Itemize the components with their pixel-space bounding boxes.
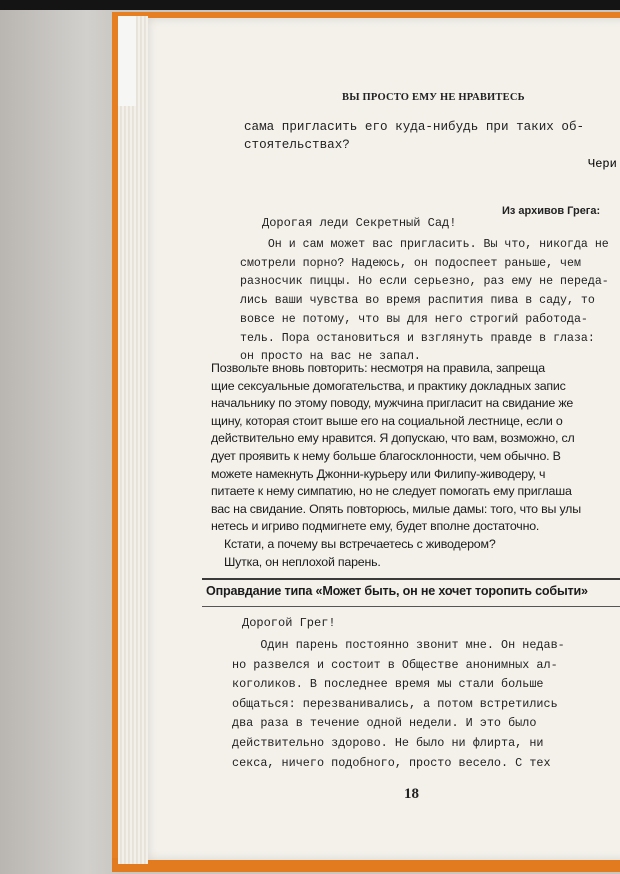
letter-line: действительно здорово. Не было ни флирта, ни	[232, 735, 544, 750]
page-corner-highlight	[118, 16, 136, 106]
reader-question	[244, 118, 620, 154]
reply-line: вовсе не потому, что вы для него строгий работода-	[240, 312, 588, 326]
body-line: нетесь и игриво подмигнете ему, будет вполне достаточно.	[211, 519, 540, 534]
reply-text	[240, 236, 620, 367]
reply-line: тель. Пора остановиться и взглянуть правде в глаза:	[240, 331, 595, 345]
question-signature: Чери	[588, 157, 617, 171]
body-line: начальнику по этому поводу, мужчина пригласит на свидание же	[211, 396, 574, 411]
body-line: Кстати, а почему вы встречаетесь с живодером?	[211, 536, 496, 551]
reply-line: разносчик пиццы. Но если серьезно, раз ему не переда-	[240, 275, 609, 289]
section-heading	[202, 578, 620, 607]
body-text	[211, 360, 620, 571]
letter-line: но развелся и состоит в Обществе анонимных ал-	[232, 657, 558, 672]
body-line: дует проявить к нему больше благосклонности, чем обычно. В	[211, 448, 561, 463]
letter-line: коголиков. В последнее время мы стали больше	[232, 677, 544, 692]
letter-greeting: Дорогой Грег!	[242, 616, 336, 630]
letter-line: секса, ничего подобного, просто весело. С тех	[232, 755, 551, 770]
body-line: действительно ему нравится. Я допускаю, что вам, возможно, сл	[211, 431, 575, 446]
body-line: Позвольте вновь повторить: несмотря на правила, запреща	[211, 361, 545, 375]
reply-line: он просто на вас не запал.	[240, 350, 421, 364]
reply-line: Он и сам может вас пригласить. Вы что, никогда не	[240, 238, 609, 251]
question-line: стоятельствах?	[244, 138, 350, 152]
question-line: сама пригласить его куда-нибудь при таких об-	[244, 120, 585, 134]
letter-line: Один парень постоянно звонит мне. Он недав-	[232, 638, 565, 652]
scanner-background	[0, 10, 124, 874]
page-number: 18	[404, 786, 419, 802]
section-title: Оправдание типа «Может быть, он не хочет торопить событи»	[206, 584, 588, 598]
body-line: можете намекнуть Джонни-курьеру или Филипу-живодеру, ч	[211, 466, 546, 481]
scan-top-border	[0, 0, 620, 10]
body-line: щие сексуальные домогательства, и практику докладных запис	[211, 378, 566, 393]
reply-greeting: Дорогая леди Секретный Сад!	[262, 216, 457, 230]
archive-label: Из архивов Грега:	[502, 205, 601, 217]
letter-text	[232, 636, 612, 773]
reply-line: смотрели порно? Надеюсь, он подоспеет раньше, чем	[240, 256, 581, 270]
page-stack-edges	[118, 16, 148, 864]
running-header: ВЫ ПРОСТО ЕМУ НЕ НРАВИТЕСЬ	[342, 92, 525, 103]
reply-line: лись ваши чувства во время распития пива в саду, то	[240, 294, 595, 308]
body-line: вас на свидание. Опять повторюсь, милые дамы: того, что вы улы	[211, 501, 581, 516]
body-line: питаете к нему симпатию, но не следует помогать ему приглаша	[211, 484, 572, 499]
letter-line: два раза в течение одной недели. И это было	[232, 716, 537, 731]
letter-line: общаться: перезванивались, а потом встретились	[232, 696, 558, 711]
book-cover-bottom	[112, 858, 620, 872]
body-line: Шутка, он неплохой парень.	[211, 554, 381, 569]
body-line: щину, которая стоит выше его на социальной лестнице, если о	[211, 413, 563, 428]
